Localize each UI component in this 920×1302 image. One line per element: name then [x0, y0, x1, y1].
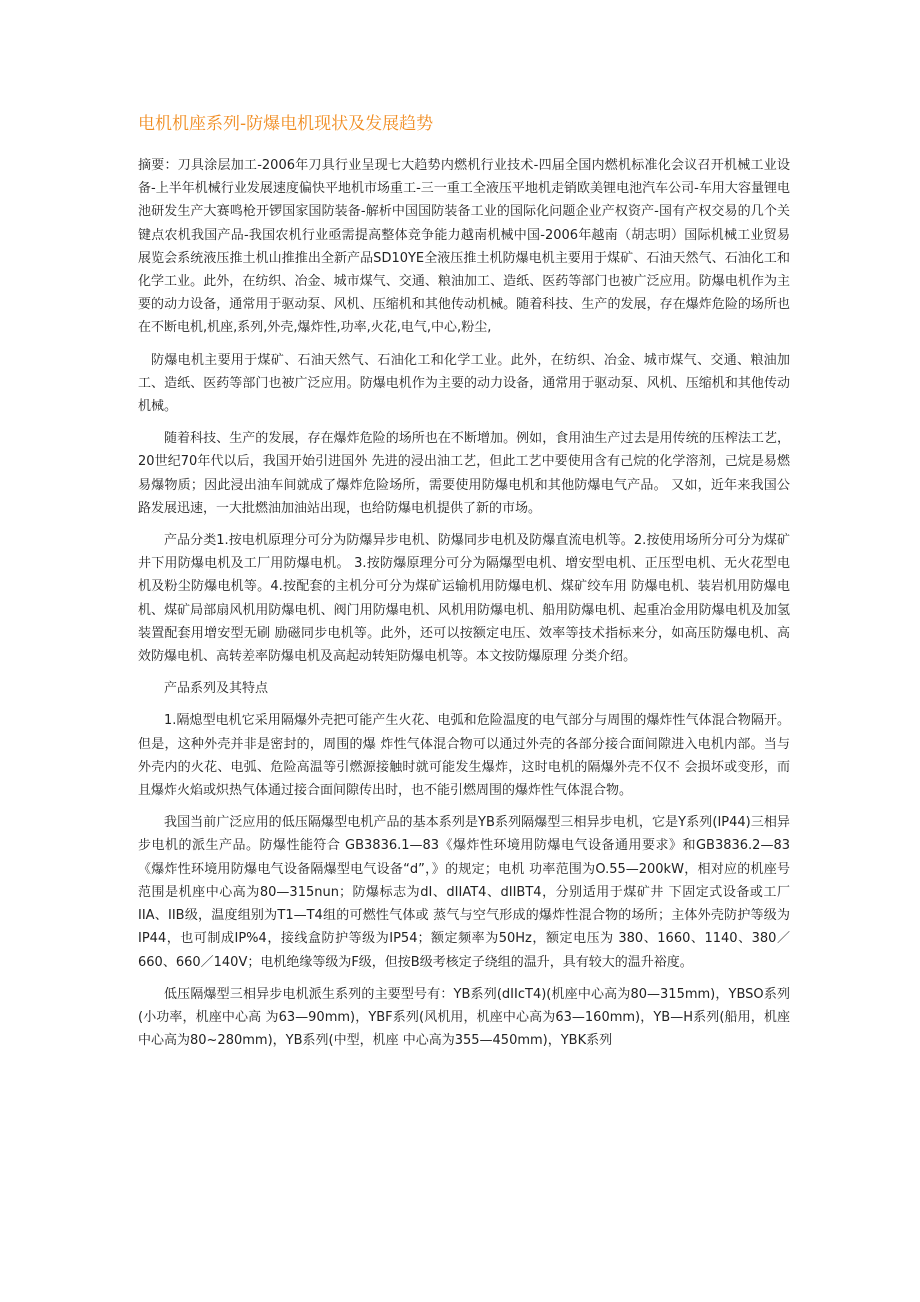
body-paragraph-derived-series: 低压隔爆型三相异步电机派生系列的主要型号有：YB系列(dIIcT4)(机座中心高为80—315mm)，YBSO系列(小功率，机座中心高 为63—90mm)，YBF系列(风机用，机座中心高为63—160mm)，YB—H系列(船用，机座中心高为80~280mm)，YB系列(中型，机座 中心高为355—450mm)，YBK系列 [138, 986, 790, 1049]
body-paragraph-development: 随着科技、生产的发展，存在爆炸危险的场所也在不断增加。例如，食用油生产过去是用传统的压榨法工艺，20世纪70年代以后，我国开始引进国外 先进的浸出油工艺，但此工艺中要使用含有己烷的化学溶剂，己烷是易燃易爆物质；因此浸出油车间就成了爆炸危险场所，需要使用防爆电机和其他防爆电气产品。 又如，近年来我国公路发展迅速，一大批燃油加油站出现，也给防爆电机提供了新的市场。 [138, 431, 790, 516]
body-paragraph-classification: 产品分类1.按电机原理分可分为防爆异步电机、防爆同步电机及防爆直流电机等。2.按使用场所分可分为煤矿井下用防爆电机及工厂用防爆电机。 3.按防爆原理分可分为隔爆型电机、增安型电机、正压型电机、无火花型电机及粉尘防爆电机等。4.按配套的主机分可分为煤矿运输机用防爆电机、煤矿绞车用 防爆电机、装岩机用防爆电机、煤矿局部扇风机用防爆电机、阀门用防爆电机、风机用防爆电机、船用防爆电机、起重冶金用防爆电机及加氢装置配套用增安型无刷 励磁同步电机等。此外，还可以按额定电压、效率等技术指标来分，如高压防爆电机、高效防爆电机、高转差率防爆电机及高起动转矩防爆电机等。本文按防爆原理 分类介绍。 [138, 533, 790, 665]
body-paragraph-flameproof-motor: 1.隔熄型电机它采用隔爆外壳把可能产生火花、电弧和危险温度的电气部分与周围的爆炸性气体混合物隔开。但是，这种外壳并非是密封的，周围的爆 炸性气体混合物可以通过外壳的各部分接合面间隙进入电机内部。当与外壳内的火花、电弧、危险高温等引燃源接触时就可能发生爆炸，这时电机的隔爆外壳不仅不 会损坏或变形，而且爆炸火焰或炽热气体通过接合面间隙传出时，也不能引燃周围的爆炸性气体混合物。 [138, 713, 790, 799]
abstract-paragraph: 摘要：刀具涂层加工-2006年刀具行业呈现七大趋势内燃机行业技术-四届全国内燃机标准化会议召开机械工业设备-上半年机械行业发展速度偏快平地机市场重工-三一重工全液压平地机走销欧美锂电池汽车公司-车用大容量锂电池研发生产大赛鸣枪开锣国家国防装备-解析中国国防装备工业的国际化问题企业产权资产-国有产权交易的几个关键点农机我国产品-我国农机行业亟需提高整体竞争能力越南机械中国-2006年越南（胡志明）国际机械工业贸易展览会系统液压推土机山推推出全新产品SD10YE全液压推土机防爆电机主要用于煤矿、石油天然气、石油化工和化学工业。此外，在纺织、冶金、城市煤气、交通、粮油加工、造纸、医药等部门也被广泛应用。防爆电机作为主要的动力设备，通常用于驱动泵、风机、压缩机和其他传动机械。随着科技、生产的发展，存在爆炸危险的场所也在不断电机,机座,系列,外壳,爆炸性,功率,火花,电气,中心,粉尘, [138, 158, 790, 336]
body-paragraph-applications: 防爆电机主要用于煤矿、石油天然气、石油化工和化学工业。此外，在纺织、冶金、城市煤气、交通、粮油加工、造纸、医药等部门也被广泛应用。防爆电机作为主要的动力设备，通常用于驱动泵、风机、压缩机和其他传动机械。 [138, 352, 790, 415]
body-paragraph-yb-series: 我国当前广泛应用的低压隔爆型电机产品的基本系列是YB系列隔爆型三相异步电机，它是Y系列(IP44)三相异步电机的派生产品。防爆性能符合 GB3836.1—83《爆炸性环境用防爆电气设备通用要求》和GB3836.2—83《爆炸性环境用防爆电气设备隔爆型电气设备“d”，》的规定；电机 功率范围为O.55—200kW，相对应的机座号范围是机座中心高为80—315nun；防爆标志为dI、dIIAT4、dIIBT4，分别适用于煤矿井 下固定式设备或工厂IIA、IIB级，温度组别为T1—T4组的可燃性气体或 蒸气与空气形成的爆炸性混合物的场所；主体外壳防护等级为IP44，也可制成IP%4，接线盒防护等级为IP54；额定频率为50Hz，额定电压为 380、1660、1140、380／660、660／140V；电机绝缘等级为F级，但按B级考核定子绕组的温升，具有较大的温升裕度。 [138, 815, 790, 970]
section-heading-product-series: 产品系列及其特点 [164, 681, 269, 697]
article-title: 电机机座系列-防爆电机现状及发展趋势 [138, 114, 434, 134]
